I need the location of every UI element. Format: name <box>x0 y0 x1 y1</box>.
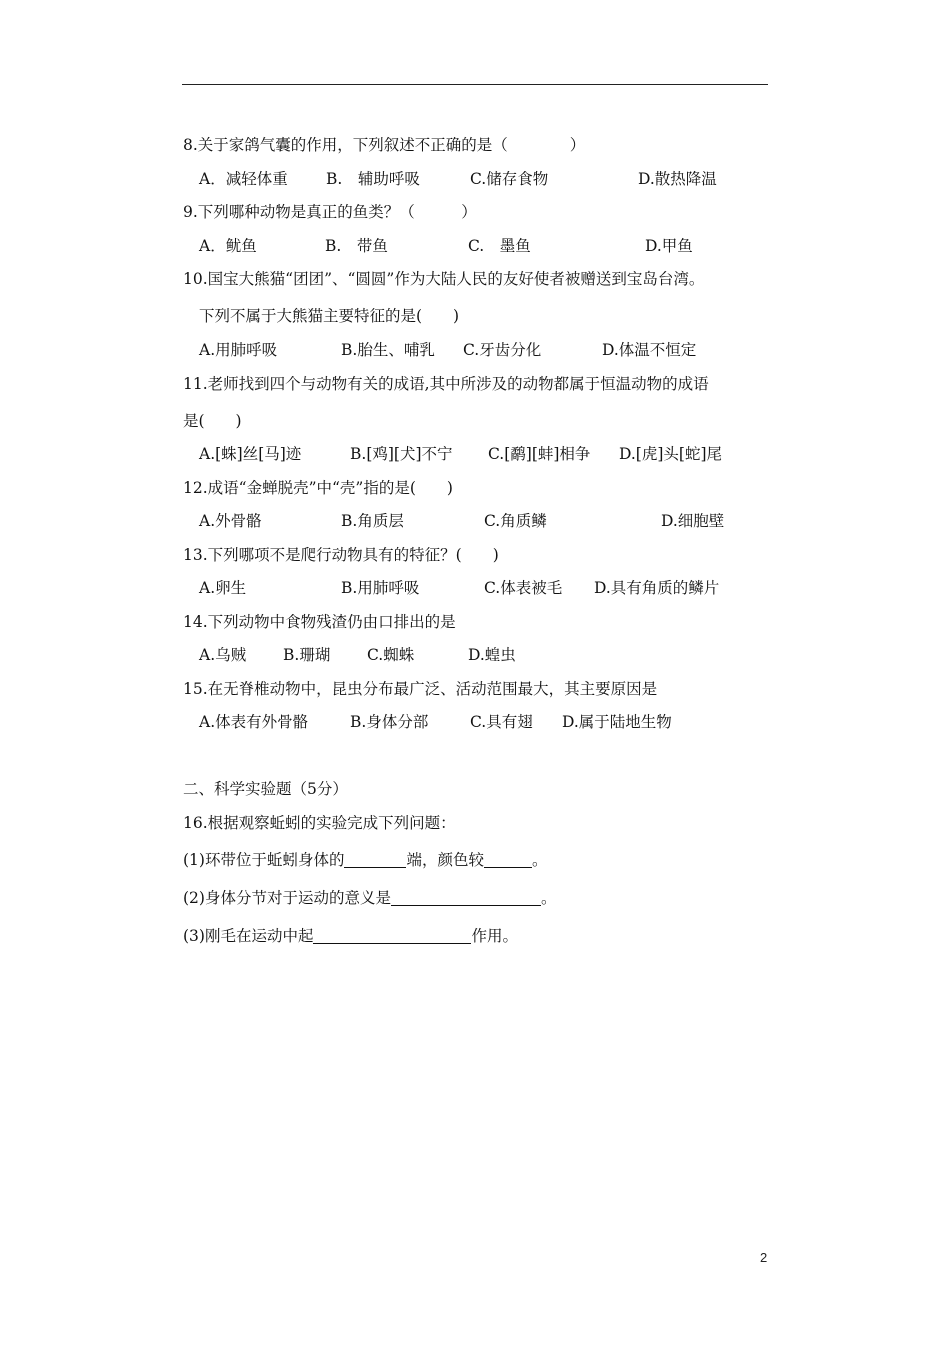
question-16-stem: 16.根据观察蚯蚓的实验完成下列问题： <box>183 814 456 832</box>
question-8-options <box>199 169 759 189</box>
option-b: B.用肺呼吸 <box>341 579 420 597</box>
option-d: D.散热降温 <box>638 170 717 188</box>
option-a: A．鱿鱼 <box>199 237 257 255</box>
part-3-text-b: 作用。 <box>471 927 518 945</box>
part-1-text-c: 。 <box>531 851 548 869</box>
question-11-stem-cont: 是( ) <box>183 412 242 430</box>
option-a: A.乌贼 <box>199 646 247 664</box>
option-c: C.蜘蛛 <box>367 646 415 664</box>
question-12-options <box>199 511 759 531</box>
option-b: B.角质层 <box>341 512 404 530</box>
answer-blank-4[interactable] <box>313 927 471 944</box>
option-d: D.体温不恒定 <box>602 341 697 359</box>
option-c: C.[鹬][蚌]相争 <box>488 445 591 463</box>
option-c: C.储存食物 <box>470 170 549 188</box>
option-c: C.角质鳞 <box>484 512 547 530</box>
option-b: B. 带鱼 <box>325 237 388 255</box>
answer-blank-2[interactable] <box>484 851 532 868</box>
question-8-stem: 8.关于家鸽气囊的作用，下列叙述不正确的是（ ） <box>183 136 586 154</box>
option-d: D.蝗虫 <box>468 646 516 664</box>
question-11-stem: 11.老师找到四个与动物有关的成语,其中所涉及的动物都属于恒温动物的成语 <box>183 375 709 393</box>
page-number: 2 <box>760 1250 768 1265</box>
question-16-part-1 <box>183 850 548 870</box>
option-d: D.甲鱼 <box>645 237 693 255</box>
question-11-options <box>199 444 759 464</box>
option-a: A.[蛛]丝[马]迹 <box>199 445 302 463</box>
option-d: D.细胞壁 <box>661 512 725 530</box>
option-a: A.卵生 <box>199 579 247 597</box>
question-9-stem: 9.下列哪种动物是真正的鱼类？（ ） <box>183 203 477 221</box>
question-15-stem: 15.在无脊椎动物中，昆虫分布最广泛、活动范围最大，其主要原因是 <box>183 680 658 698</box>
option-a: A．减轻体重 <box>199 170 288 188</box>
option-a: A.用肺呼吸 <box>199 341 278 359</box>
option-c: C. 墨鱼 <box>468 237 531 255</box>
option-b: B.身体分部 <box>350 713 429 731</box>
option-b: B. 辅助呼吸 <box>326 170 420 188</box>
question-10-stem-cont: 下列不属于大熊猫主要特征的是( ) <box>199 307 460 325</box>
option-a: A.外骨骼 <box>199 512 262 530</box>
option-d: D.具有角质的鳞片 <box>594 579 720 597</box>
option-d: D.属于陆地生物 <box>562 713 672 731</box>
part-3-text-a: (3)刚毛在运动中起 <box>183 927 314 945</box>
question-9-options <box>199 236 759 256</box>
answer-blank-3[interactable] <box>391 889 541 906</box>
question-16-part-3 <box>183 926 518 946</box>
question-13-stem: 13.下列哪项不是爬行动物具有的特征？( ) <box>183 546 499 564</box>
section-2-heading: 二、科学实验题（5分） <box>183 780 348 798</box>
part-1-text-b: 端，颜色较 <box>406 851 484 869</box>
question-12-stem: 12.成语“金蝉脱壳”中“壳”指的是( ) <box>183 479 453 497</box>
option-c: C.体表被毛 <box>484 579 563 597</box>
option-b: B.珊瑚 <box>283 646 331 664</box>
option-c: C.牙齿分化 <box>463 341 542 359</box>
question-14-options <box>199 645 759 665</box>
question-16-part-2 <box>183 888 556 908</box>
option-c: C.具有翅 <box>470 713 533 731</box>
part-1-text-a: (1)环带位于蚯蚓身体的 <box>183 851 345 869</box>
header-rule <box>182 84 768 85</box>
option-d: D.[虎]头[蛇]尾 <box>619 445 722 463</box>
part-2-text-a: (2)身体分节对于运动的意义是 <box>183 889 391 907</box>
question-14-stem: 14.下列动物中食物残渣仍由口排出的是 <box>183 613 456 631</box>
question-13-options <box>199 578 759 598</box>
option-b: B.[鸡][犬]不宁 <box>350 445 453 463</box>
question-10-options <box>199 340 759 360</box>
option-b: B.胎生、哺乳 <box>341 341 435 359</box>
answer-blank-1[interactable] <box>344 851 406 868</box>
part-2-text-b: 。 <box>540 889 557 907</box>
option-a: A.体表有外骨骼 <box>199 713 309 731</box>
question-10-stem: 10.国宝大熊猫“团团”、“圆圆”作为大陆人民的友好使者被赠送到宝岛台湾。 <box>183 270 705 288</box>
question-15-options <box>199 712 759 732</box>
